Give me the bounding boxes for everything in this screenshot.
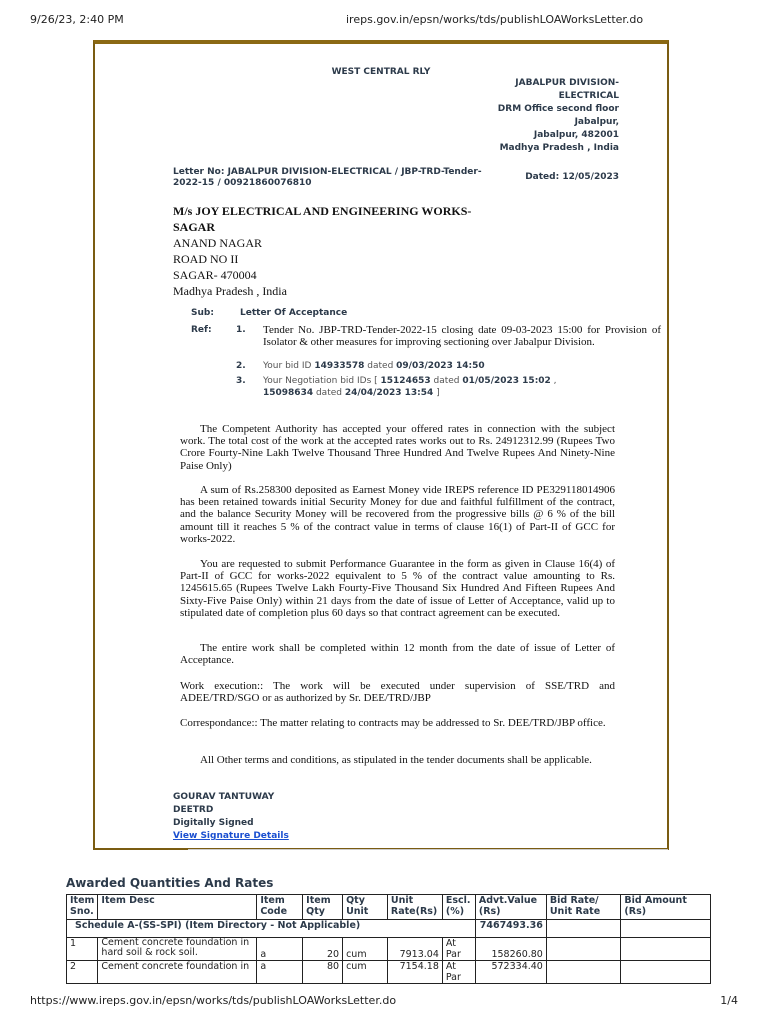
table-cell bbox=[546, 920, 621, 938]
table-cell: 1 bbox=[67, 938, 98, 961]
divider bbox=[188, 849, 668, 850]
signatory-designation: DEETRD bbox=[173, 805, 214, 815]
table-cell bbox=[546, 938, 621, 961]
column-header: Bid Rate/ Unit Rate bbox=[546, 895, 621, 920]
schedule-label: Schedule A-(SS-SPI) (Item Directory - Not Applicable) bbox=[67, 920, 476, 938]
table-cell bbox=[546, 961, 621, 984]
ref-text: Your Negotiation bid IDs [ 15124653 dated 01/05/2023 15:02 , 15098634 dated 24/04/2023 13:54 ] bbox=[263, 376, 557, 398]
column-header: Advt.Value (Rs) bbox=[475, 895, 546, 920]
address-line: Jabalpur, bbox=[574, 117, 619, 127]
ref-text: Your bid ID 14933578 dated 09/03/2023 14:50 bbox=[263, 361, 485, 371]
table-cell bbox=[621, 920, 711, 938]
column-header: Qty Unit bbox=[343, 895, 388, 920]
table-cell: 20 bbox=[303, 938, 343, 961]
digitally-signed-label: Digitally Signed bbox=[173, 818, 254, 828]
column-header: Item Qty bbox=[303, 895, 343, 920]
table-cell bbox=[621, 938, 711, 961]
table-cell: a bbox=[257, 961, 303, 984]
letter-date: Dated: 12/05/2023 bbox=[525, 172, 619, 182]
correspondance-paragraph: Correspondance:: The matter relating to contracts may be addressed to Sr. DEE/TRD/JBP office. bbox=[180, 717, 606, 729]
firm-address-line: ROAD NO II bbox=[173, 252, 239, 266]
column-header: Unit Rate(Rs) bbox=[387, 895, 442, 920]
subject-label: Sub: bbox=[191, 308, 214, 318]
acceptance-paragraph: The Competent Authority has accepted your offered rates in connection with the subject work. The total cost of the work at the accepted rates works out to Rs. 24912312.99 (Rupees Two Crore Fourty-Nine Lakh Twelve Thousand Three Hundred And Twelve Rupees And Ninety-Nine Paise Only) bbox=[180, 423, 615, 472]
table-header-row bbox=[67, 895, 711, 920]
table-cell: Cement concrete foundation in bbox=[98, 961, 257, 984]
ref-label: Ref: bbox=[191, 325, 212, 335]
ref-text: Tender No. JBP-TRD-Tender-2022-15 closing date 09-03-2023 15:00 for Provision of Isolator & other measures for improving sectioning over Jabalpur Division. bbox=[263, 324, 661, 348]
security-money-paragraph: A sum of Rs.258300 deposited as Earnest Money vide IREPS reference ID PE329118014906 has been retained towards initial Security Money for due and faithful fulfillment of the contract, and the balance Security Money will be recovered from the progressive bills @ 6 % of the bill amount till it reaches 5 % of the contract value in terms of clause 16(1) of Part-II of GCC for works-2022. bbox=[180, 484, 615, 545]
table-row bbox=[67, 938, 711, 961]
terms-paragraph: All Other terms and conditions, as stipulated in the tender documents shall be applicable. bbox=[200, 754, 592, 766]
address-line: Jabalpur, 482001 bbox=[533, 130, 619, 140]
performance-guarantee-paragraph: You are requested to submit Performance Guarantee in the form as given in Clause 16(4) of Part-II of GCC for works-2022 equivalent to 5 % of the contract value amounting to Rs. 1245615.65 (Rupees Twelve Lakh Fourty-Five Thousand Six Hundred And Fifteen Rupees And Sixty-Five Paise Only) within 21 days from the date of issue of Letter of Acceptance, valid up to stipulated date of completion plus 60 days so that contract agreement can be executed. bbox=[180, 558, 615, 619]
table-cell: 158260.80 bbox=[475, 938, 546, 961]
print-header bbox=[30, 13, 738, 29]
table-cell bbox=[621, 961, 711, 984]
address-line: Madhya Pradesh , India bbox=[499, 143, 619, 153]
subject-text: Letter Of Acceptance bbox=[240, 308, 348, 318]
ref-number: 3. bbox=[236, 376, 246, 386]
table-cell: Cement concrete foundation in hard soil & rock soil. bbox=[98, 938, 257, 961]
column-header: Item Desc bbox=[98, 895, 257, 920]
column-header: Bid Amount (Rs) bbox=[621, 895, 711, 920]
firm-address-line: Madhya Pradesh , India bbox=[173, 284, 287, 298]
table-cell: cum bbox=[343, 961, 388, 984]
letter-number: Letter No: JABALPUR DIVISION-ELECTRICAL / JBP-TRD-Tender-2022-15 / 00921860076810 bbox=[173, 167, 482, 188]
table-cell: 7913.04 bbox=[387, 938, 442, 961]
footer-url: https://www.ireps.gov.in/epsn/works/tds/publishLOAWorksLetter.do bbox=[30, 994, 397, 1007]
table-cell: At Par bbox=[442, 938, 475, 961]
loa-letter bbox=[93, 40, 669, 850]
signatory-name: GOURAV TANTUWAY bbox=[173, 792, 275, 802]
column-header: Escl. (%) bbox=[442, 895, 475, 920]
table-cell: a bbox=[257, 938, 303, 961]
table-cell: 572334.40 bbox=[475, 961, 546, 984]
table-cell: cum bbox=[343, 938, 388, 961]
view-signature-link[interactable]: View Signature Details bbox=[173, 831, 289, 841]
firm-name: M/s JOY ELECTRICAL AND ENGINEERING WORKS-SAGAR bbox=[173, 204, 472, 234]
work-execution-paragraph: Work execution:: The work will be executed under supervision of SSE/TRD and ADEE/TRD/SGO or as authorized by Sr. DEE/TRD/JBP bbox=[180, 680, 615, 705]
table-cell: 7154.18 bbox=[387, 961, 442, 984]
schedule-value: 7467493.36 bbox=[475, 920, 546, 938]
table-cell: 2 bbox=[67, 961, 98, 984]
table-cell: 80 bbox=[303, 961, 343, 984]
ref-number: 2. bbox=[236, 361, 246, 371]
awarded-rates-table bbox=[66, 894, 711, 984]
firm-address-line: SAGAR- 470004 bbox=[173, 268, 257, 282]
address-line: JABALPUR DIVISION- bbox=[515, 78, 619, 88]
signature-block bbox=[173, 791, 289, 843]
schedule-row bbox=[67, 920, 711, 938]
completion-paragraph: The entire work shall be completed within 12 month from the date of issue of Letter of Acceptance. bbox=[180, 642, 615, 667]
section-title: Awarded Quantities And Rates bbox=[66, 876, 274, 890]
firm-address-block bbox=[173, 203, 473, 299]
table-cell: At Par bbox=[442, 961, 475, 984]
subject-line bbox=[191, 308, 347, 318]
address-line: DRM Office second floor bbox=[497, 104, 619, 114]
page-number: 1/4 bbox=[720, 994, 738, 1007]
firm-address-line: ANAND NAGAR bbox=[173, 236, 262, 250]
column-header: Item Code bbox=[257, 895, 303, 920]
railway-name: WEST CENTRAL RLY bbox=[331, 67, 431, 77]
column-header: Item Sno. bbox=[67, 895, 98, 920]
ref-number: 1. bbox=[236, 325, 246, 335]
address-line: ELECTRICAL bbox=[558, 91, 619, 101]
print-timestamp: 9/26/23, 2:40 PM bbox=[30, 13, 124, 26]
print-url: ireps.gov.in/epsn/works/tds/publishLOAWorksLetter.do bbox=[346, 13, 644, 26]
division-address bbox=[498, 77, 619, 155]
table-row bbox=[67, 961, 711, 984]
